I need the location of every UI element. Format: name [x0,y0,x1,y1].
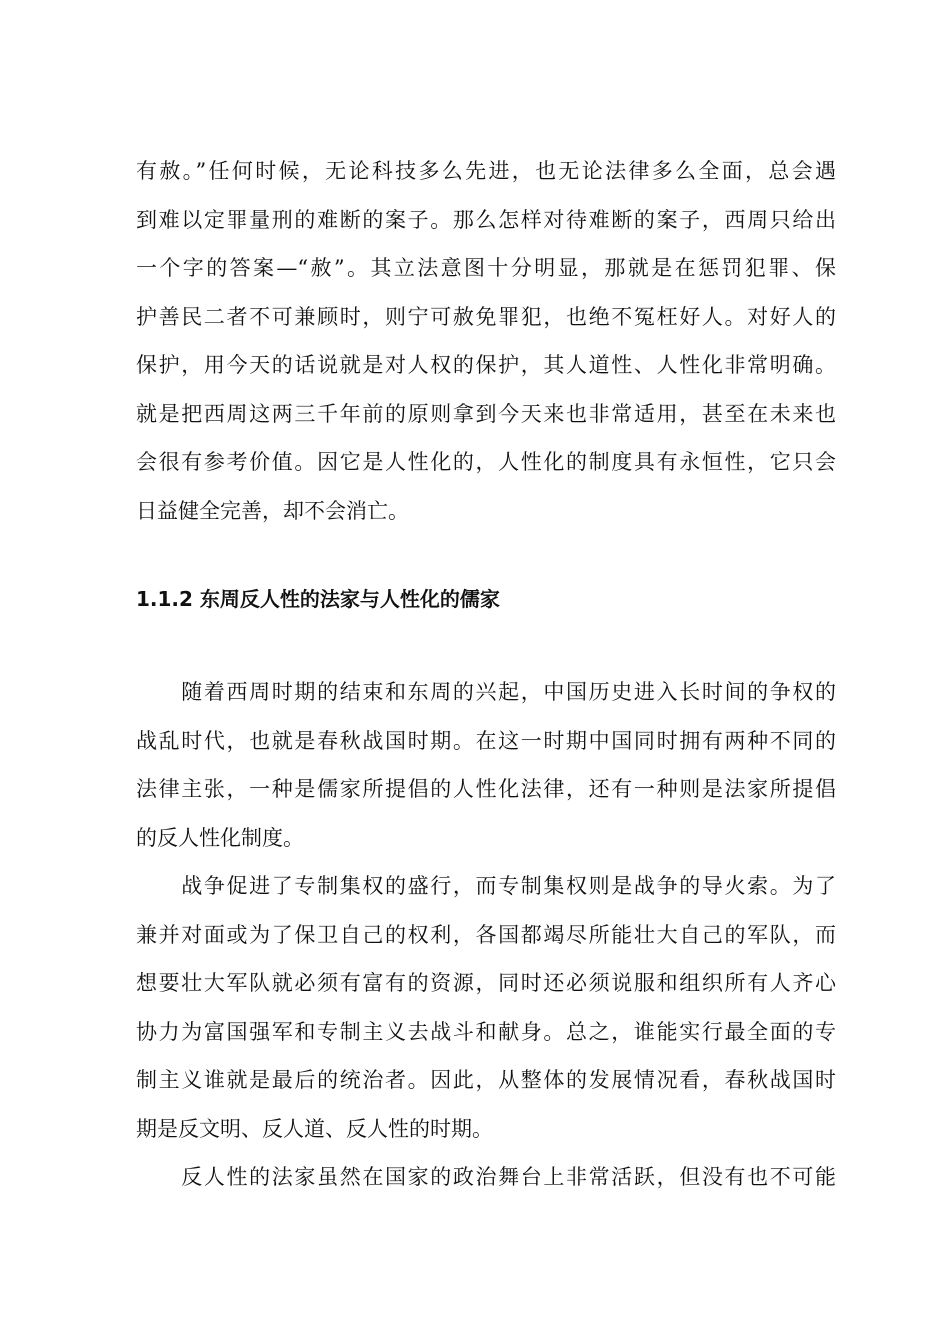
text-line: 日益健全完善，却不会消亡。 [136,498,409,523]
text-line: 护善民二者不可兼顾时，则宁可赦免罪犯，也绝不冤枉好人。对好人的 [136,304,836,329]
text-line: 有赦。”任何时候，无论科技多么先进，也无论法律多么全面，总会遇 [136,159,836,183]
text-line: 战乱时代，也就是春秋战国时期。在这一时期中国同时拥有两种不同的 [136,728,836,753]
paragraph-4 [136,1153,836,1202]
text-line: 战争促进了专制集权的盛行，而专制集权则是战争的导火索。为了 [136,874,836,898]
paragraph-3 [136,862,836,1153]
text-line: 到难以定罪量刑的难断的案子。那么怎样对待难断的案子，西周只给出 [136,207,836,232]
text-line: 制主义谁就是最后的统治者。因此，从整体的发展情况看，春秋战国时 [136,1068,836,1092]
text-line: 法律主张，一种是儒家所提倡的人性化法律，还有一种则是法家所提倡 [136,777,836,801]
section-heading: 1.1.2 东周反人性的法家与人性化的儒家 [136,587,500,611]
text-line: 随着西周时期的结束和东周的兴起，中国历史进入长时间的争权的 [136,680,836,704]
text-line: 期是反文明、反人道、反人性的时期。 [136,1116,493,1141]
text-line: 兼并对面或为了保卫自己的权利，各国都竭尽所能壮大自己的军队，而 [136,922,836,947]
text-line: 一个字的答案—“赦”。其立法意图十分明显，那就是在惩罚犯罪、保 [136,256,836,280]
text-line: 想要壮大军队就必须有富有的资源，同时还必须说服和组织所有人齐心 [136,971,836,995]
text-line: 协力为富国强军和专制主义去战斗和献身。总之，谁能实行最全面的专 [136,1019,836,1044]
text-line: 就是把西周这两三千年前的原则拿到今天来也非常适用，甚至在未来也 [136,401,836,426]
text-line: 保护，用今天的话说就是对人权的保护，其人道性、人性化非常明确。 [136,353,836,377]
text-line: 会很有参考价值。因它是人性化的，人性化的制度具有永恒性，它只会 [136,450,836,474]
paragraph-1 [136,147,836,535]
paragraph-2 [136,668,836,862]
text-line: 的反人性化制度。 [136,825,304,850]
text-line: 反人性的法家虽然在国家的政治舞台上非常活跃，但没有也不可能 [136,1165,836,1189]
